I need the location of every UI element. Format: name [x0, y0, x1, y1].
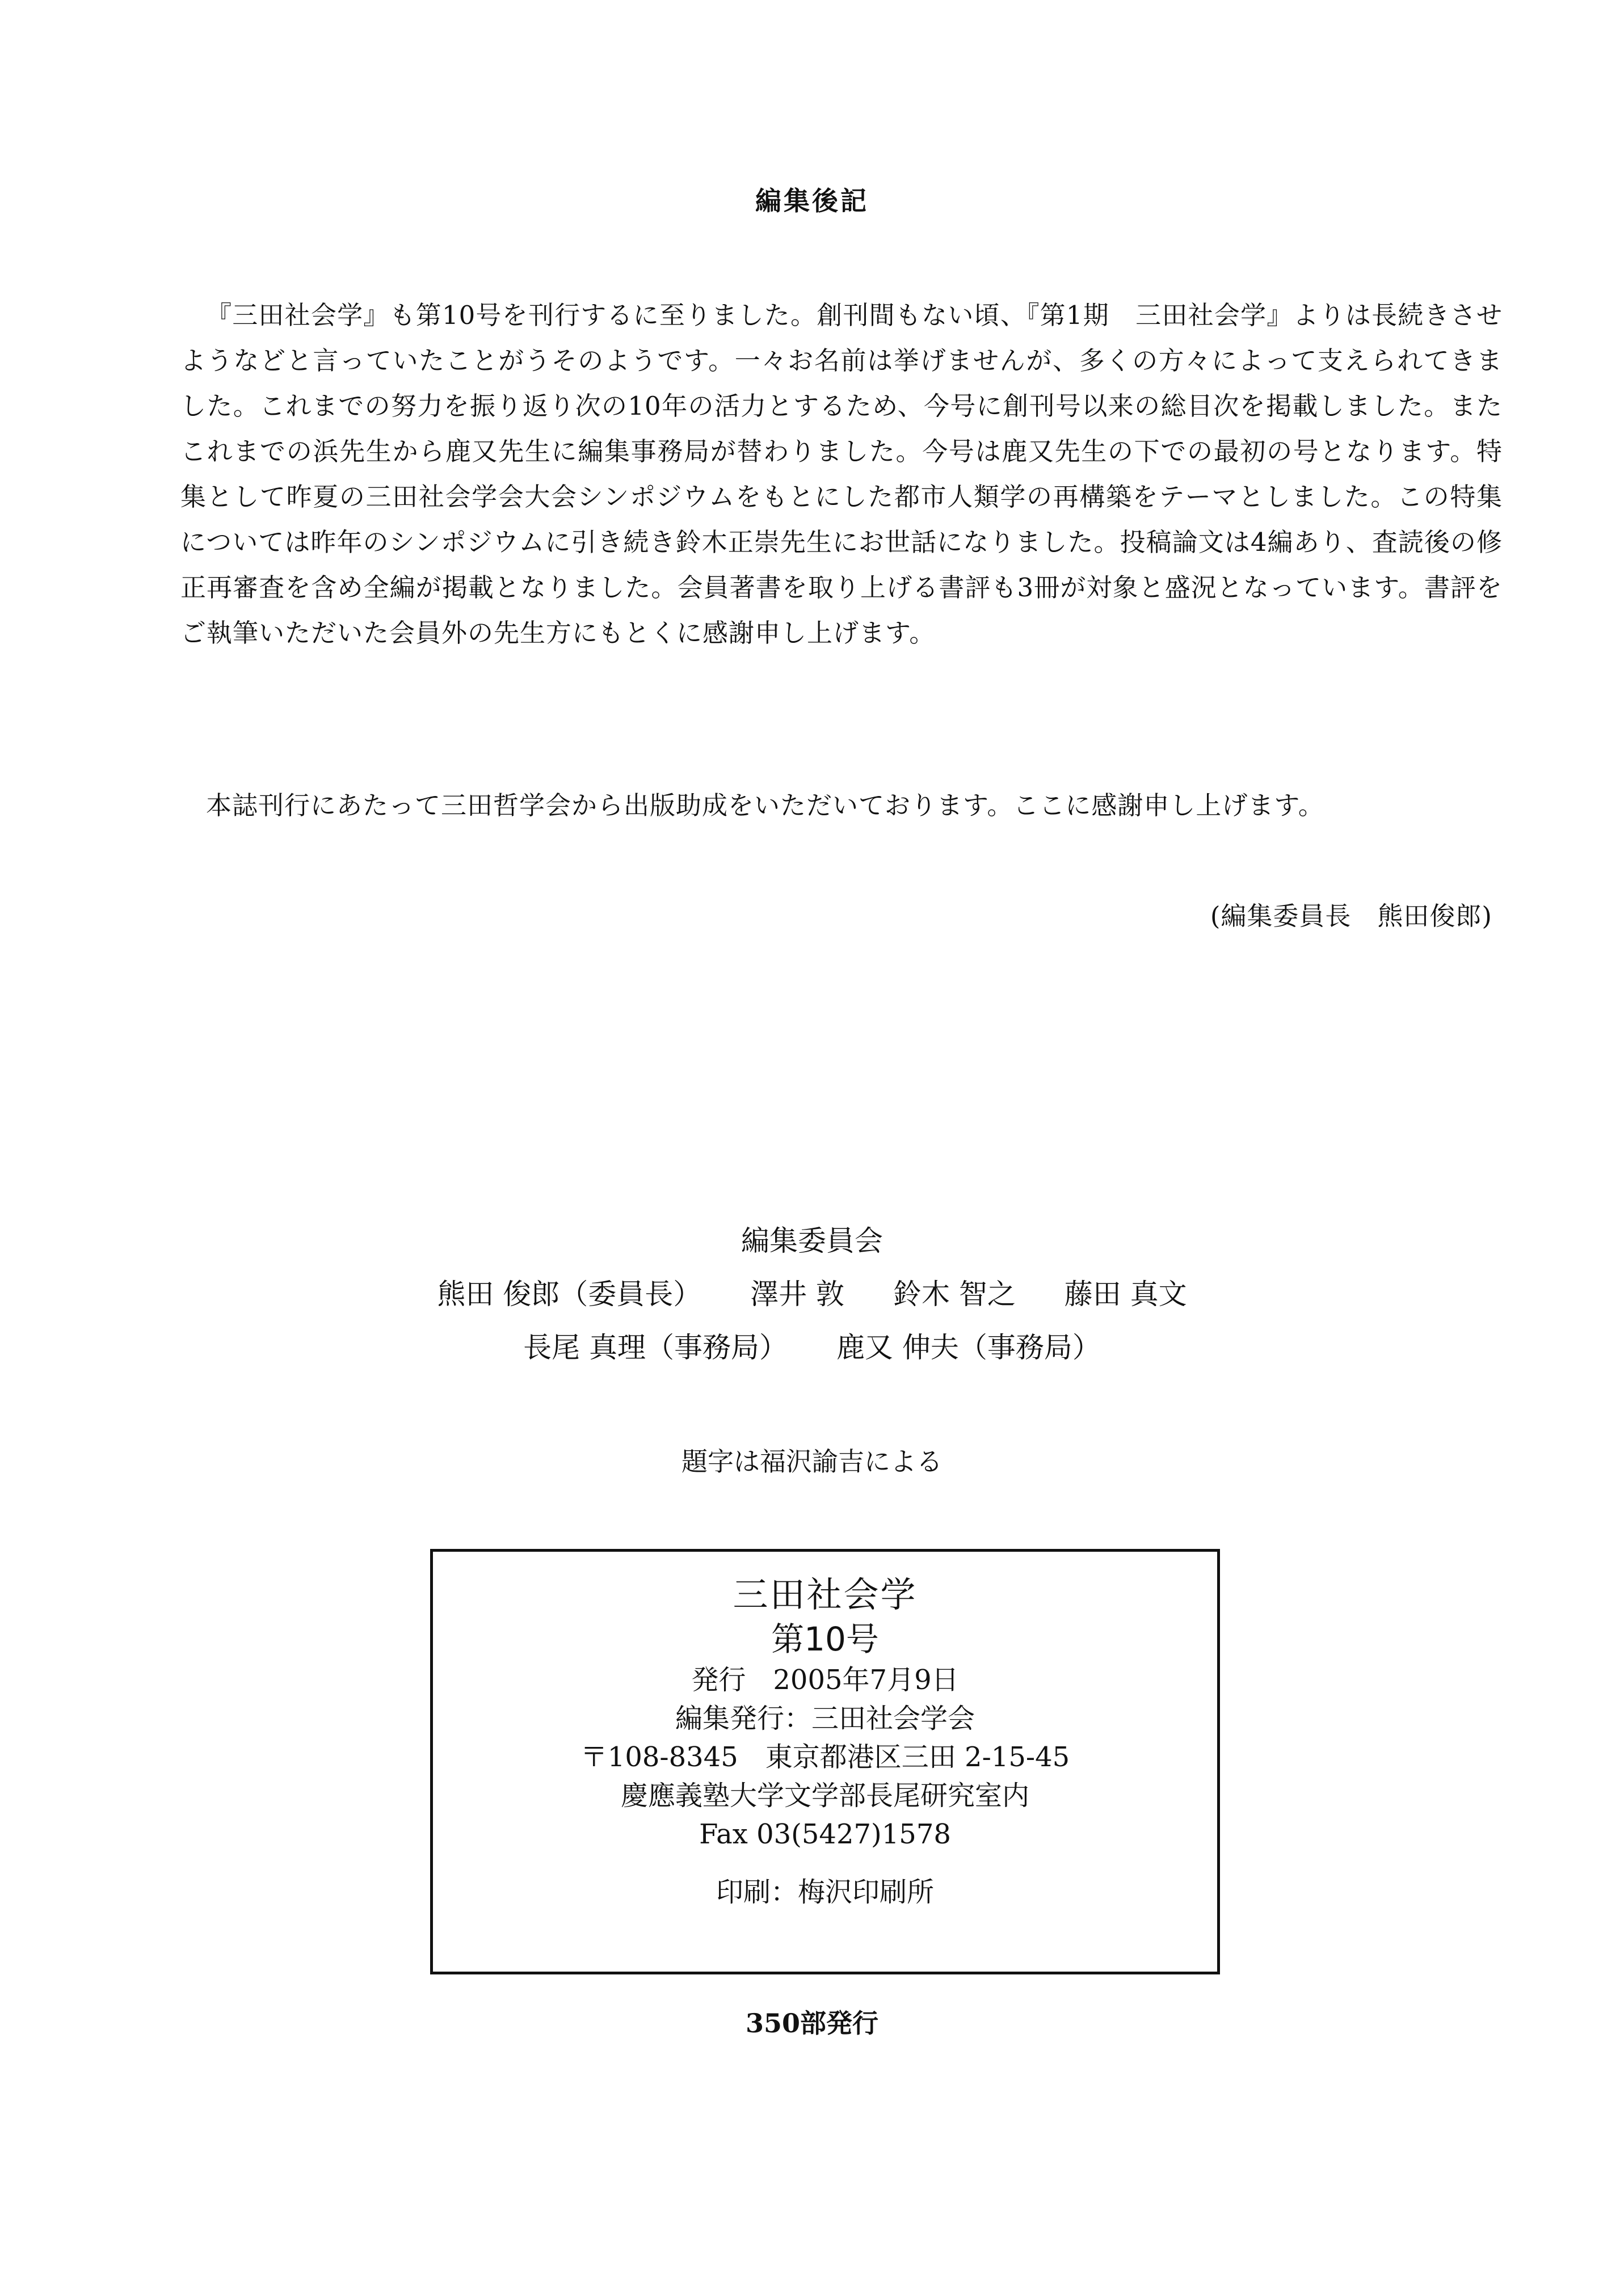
editorial-committee	[0, 1214, 1624, 1374]
committee-member: 澤井 敦	[750, 1278, 845, 1311]
publisher: 編集発行：三田社会学会	[675, 1703, 975, 1734]
calligraphy-note: 題字は福沢諭吉による	[681, 1446, 943, 1477]
committee-row-2	[0, 1321, 1624, 1374]
print-run: 350部発行	[745, 2008, 879, 2039]
issue-number: 第10号	[771, 1620, 879, 1658]
editor-signature: (編集委員長 熊田俊郎)	[1210, 901, 1492, 931]
committee-member: 鹿又 伸夫（事務局）	[836, 1331, 1101, 1364]
committee-member: 鈴木 智之	[893, 1278, 1016, 1311]
committee-member: 熊田 俊郎（委員長）	[437, 1278, 702, 1311]
fax-number: Fax 03(5427)1578	[699, 1818, 951, 1850]
editorial-paragraph-2: 本誌刊行にあたって三田哲学会から出版助成をいただいております。ここに感謝申し上げます。	[206, 790, 1324, 820]
office-address: 慶應義塾大学文学部長尾研究室内	[620, 1780, 1029, 1812]
printer: 印刷：梅沢印刷所	[716, 1876, 934, 1908]
editorial-paragraph-1: 『三田社会学』も第10号を刊行するに至りました。創刊間もない頃、『第1期 三田社会学』よりは長続きさせようなどと言っていたことがうそのようです。一々お名前は挙げませんが、多くの方々によって支えられてきました。これまでの努力を振り返り次の10年の活力とするため、今号に創刊号以来の総目次を掲載しました。またこれまでの浜先生から鹿又先生に編集事務局が替わりました。今号は鹿又先生の下での最初の号となります。特集として昨夏の三田社会学会大会シンポジウムをもとにした都市人類学の再構築をテーマとしました。この特集については昨年のシンポジウムに引き続き鈴木正崇先生にお世話になりました。投稿論文は4編あり、査読後の修正再審査を含め全編が掲載となりました。会員著書を取り上げる書評も3冊が対象と盛況となっています。書評をご執筆いただいた会員外の先生方にもとくに感謝申し上げます。	[180, 300, 1503, 648]
postal-address: 〒108-8345 東京都港区三田 2-15-45	[580, 1741, 1070, 1773]
colophon-box	[430, 1549, 1220, 1974]
committee-member: 長尾 真理（事務局）	[523, 1331, 788, 1364]
committee-row-1	[0, 1267, 1624, 1321]
journal-title: 三田社会学	[733, 1574, 918, 1615]
publish-date: 発行 2005年7月9日	[691, 1664, 959, 1696]
committee-member: 藤田 真文	[1064, 1278, 1187, 1311]
page-title: 編集後記	[755, 186, 869, 216]
committee-heading: 編集委員会	[741, 1224, 883, 1257]
